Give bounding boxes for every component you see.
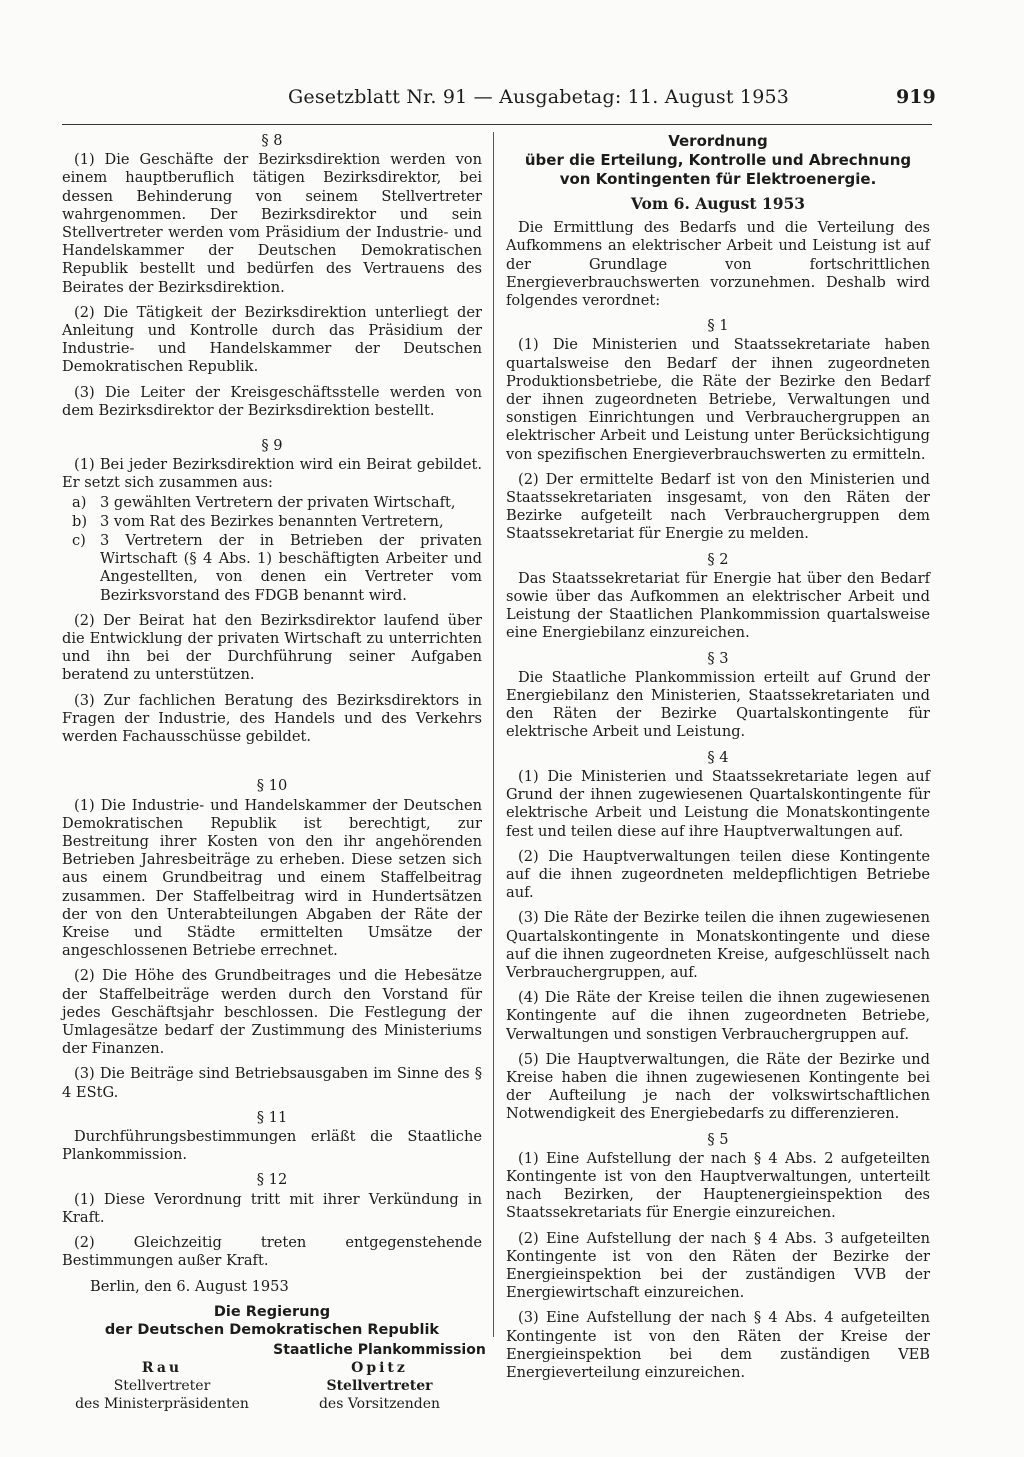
member-list xyxy=(62,494,482,605)
ordinance-date: Vom 6. August 1953 xyxy=(630,194,806,213)
paragraph: (1) Die Ministerien und Staatssekretariate legen auf Grund der ihnen zugewiesenen Quartalskontingente für elektrische Arbeit und Leistung die Monatskontingente fest und teilen diese auf ihre Hauptverwaltungen auf. xyxy=(506,767,930,840)
paragraph: (1) Bei jeder Bezirksdirektion wird ein Beirat gebildet. Er setzt sich zusammen aus: xyxy=(62,456,482,492)
list-item xyxy=(62,532,482,605)
government-line-2: der Deutschen Demokratischen Republik xyxy=(104,1321,440,1338)
paragraph: (1) Eine Aufstellung der nach § 4 Abs. 2 aufgeteilten Kontingente ist von den Hauptverwaltungen, unterteilt nach Bezirken, der Hauptenergieinspektion des Staatssekretariats für Energie einzureichen. xyxy=(506,1149,930,1222)
ordinance-title-line-1: Verordnung xyxy=(668,132,768,150)
section-heading: § 3 xyxy=(707,649,729,667)
section-11 xyxy=(62,1109,482,1165)
section-1 xyxy=(506,317,930,543)
gazette-title: Gesetzblatt Nr. 91 — Ausgabetag: 11. August 1953 xyxy=(288,86,790,108)
section-heading: § 9 xyxy=(261,437,283,455)
paragraph: (3) Eine Aufstellung der nach § 4 Abs. 4 aufgeteilten Kontingente ist von den Räten der Kreise der Energieinspektion bei dem zuständigen VEB Energieverteilung einzureichen. xyxy=(506,1309,930,1381)
paragraph: (3) Die Räte der Bezirke teilen die ihnen zugewiesenen Quartalskontingente in Monatskontingente und diese auf die ihnen zugeordneten Kreise, aufgeschlüsselt nach Verbrauchergruppen, auf. xyxy=(506,909,930,981)
right-column xyxy=(506,132,930,1389)
paragraph: (2) Die Hauptverwaltungen teilen diese Kontingente auf die ihnen zugeordneten meldepflichtigen Betriebe auf. xyxy=(506,847,930,902)
signatory-name: Opitz xyxy=(351,1359,408,1376)
paragraph: (3) Die Leiter der Kreisgeschäftsstelle werden von dem Bezirksdirektor der Bezirksdirektion bestellt. xyxy=(62,383,482,419)
list-item xyxy=(62,513,482,531)
paragraph: Das Staatssekretariat für Energie hat über den Bedarf sowie über das Aufkommen an elektrischer Arbeit und Leistung der Staatlichen Plankommission quartalsweise eine Energiebilanz einzureichen. xyxy=(506,569,930,642)
signatory-title: des Ministerpräsidenten xyxy=(75,1395,249,1412)
ordinance-title-line-3: von Kontingenten für Elektroenergie. xyxy=(559,170,877,188)
signatory-title: des Vorsitzenden xyxy=(318,1395,441,1412)
section-8 xyxy=(62,132,482,420)
signatories xyxy=(62,1341,486,1412)
list-item-text: 3 Vertretern der in Betrieben der privaten Wirtschaft (§ 4 Abs. 1) beschäftigten Arbeiter und Angestellten, von denen ein Vertreter vom Bezirksvorstand des FDGB benannt wird. xyxy=(100,532,482,604)
section-heading: § 2 xyxy=(707,550,729,568)
section-heading: § 5 xyxy=(707,1130,729,1148)
section-heading: § 4 xyxy=(707,748,729,766)
section-3 xyxy=(506,650,930,742)
page-number: 919 xyxy=(896,86,936,108)
section-heading: § 10 xyxy=(256,777,288,795)
list-item-label: b) xyxy=(72,512,88,530)
spacer xyxy=(62,753,482,777)
paragraph: (2) Der ermittelte Bedarf ist von den Ministerien und Staatssekretariaten insgesamt, von den Räten der Bezirke aufgeteilt nach Verbrauchergruppen dem Staatssekretariat für Energie zu melden. xyxy=(506,470,930,543)
signatory-right xyxy=(267,1341,492,1413)
list-item xyxy=(62,494,482,512)
paragraph: (2) Die Tätigkeit der Bezirksdirektion unterliegt der Anleitung und Kontrolle durch das Präsidium der Industrie- und Handelskammer der Deutschen Demokratischen Republik. xyxy=(62,303,482,376)
left-column xyxy=(62,132,486,1412)
paragraph: (1) Die Ministerien und Staatssekretariate haben quartalsweise den Bedarf der ihnen zugeordneten Produktionsbetriebe, die Räte der Bezirke den Bedarf der ihnen zugeordneten Betriebe, Verwaltungen und sonstigen Einrichtungen und Verbrauchergruppen an elektrischer Arbeit und Leistung unter Berücksichtigung von spezifischen Energieverbrauchswerten zu ermitteln. xyxy=(506,336,930,463)
ordinance-title-line-2: über die Erteilung, Kontrolle und Abrechnung xyxy=(524,151,912,169)
list-item-label: c) xyxy=(72,532,86,550)
paragraph: (2) Der Beirat hat den Bezirksdirektor laufend über die Entwicklung der privaten Wirtschaft zu unterrichten und ihn bei der Durchführung seiner Aufgaben beratend zu unterstützen. xyxy=(62,611,482,684)
list-item-text: 3 gewählten Vertretern der privaten Wirtschaft, xyxy=(100,493,456,511)
paragraph: (1) Die Industrie- und Handelskammer der Deutschen Demokratischen Republik ist berechtigt, zur Bestreitung ihrer Kosten von den ihr angehörenden Betrieben Jahresbeiträge zu erheben. Diese setzen sich aus einem Grundbeitrag und einem Staffelbeitrag zusammen. Der Staffelbeitrag wird in Hundertsätzen der von den Unterabteilungen Abgaben der Räte der Kreise und Städte ermittelten Umsätze der angeschlossenen Betriebe errechnet. xyxy=(62,796,482,960)
signatory-organization: Staatliche Plankommission xyxy=(273,1341,486,1358)
preamble: Die Ermittlung des Bedarfs und die Verteilung des Aufkommens an elektrischer Arbeit und Leistung ist auf der Grundlage von fortschrittlichen Energieverbrauchswerten vorzunehmen. Deshalb wird folgendes verordnet: xyxy=(506,219,930,310)
signatory-title: Stellvertreter xyxy=(113,1377,211,1394)
section-heading: § 8 xyxy=(261,132,283,149)
section-5 xyxy=(506,1131,930,1383)
government-line-1: Die Regierung xyxy=(213,1303,331,1320)
paragraph: (3) Zur fachlichen Beratung des Bezirksdirektors in Fragen der Industrie, des Handels und des Verkehrs werden Fachausschüsse gebildet. xyxy=(62,691,482,746)
spacer xyxy=(62,427,482,437)
paragraph: Die Staatliche Plankommission erteilt auf Grund der Energiebilanz den Ministerien, Staatssekretariaten und den Räten der Bezirke Quartalskontingente für elektrische Arbeit und Leistung. xyxy=(506,668,930,741)
paragraph: Durchführungsbestimmungen erläßt die Staatliche Plankommission. xyxy=(62,1127,482,1164)
paragraph: (3) Die Beiträge sind Betriebsausgaben im Sinne des § 4 EStG. xyxy=(62,1065,482,1101)
list-item-label: a) xyxy=(72,493,87,511)
paragraph: (4) Die Räte der Kreise teilen die ihnen zugewiesenen Kontingente auf die ihnen zugeordneten Betriebe, Verwaltungen und sonstigen Verbrauchergruppen auf. xyxy=(506,989,930,1043)
section-12 xyxy=(62,1171,482,1270)
column-divider xyxy=(493,132,494,1337)
signatory-title: Stellvertreter xyxy=(326,1377,433,1394)
section-heading: § 1 xyxy=(707,317,729,335)
paragraph: (5) Die Hauptverwaltungen, die Räte der Bezirke und Kreise haben die ihnen zugewiesenen Kontingente bei der Aufteilung je nach der volkswirtschaftlichen Notwendigkeit des Energiebedarfs zu differenzieren. xyxy=(506,1050,930,1123)
list-item-text: 3 vom Rat des Bezirkes benannten Vertretern, xyxy=(100,512,444,530)
section-4 xyxy=(506,749,930,1124)
place-date: Berlin, den 6. August 1953 xyxy=(90,1278,289,1296)
signature-block xyxy=(62,1278,486,1412)
paragraph: (1) Diese Verordnung tritt mit ihrer Verkündung in Kraft. xyxy=(62,1190,482,1226)
ordinance-title xyxy=(506,132,930,213)
header-rule xyxy=(62,124,932,125)
section-heading: § 11 xyxy=(256,1108,288,1126)
signatory-name: Rau xyxy=(141,1359,183,1376)
section-10 xyxy=(62,777,482,1101)
section-heading: § 12 xyxy=(256,1171,288,1189)
page-header xyxy=(0,86,1024,122)
section-9 xyxy=(62,437,482,746)
paragraph: (1) Die Geschäfte der Bezirksdirektion werden von einem hauptberuflich tätigen Bezirksdirektor, bei dessen Behinderung von seinem Stellvertreter wahrgenommen. Der Bezirksdirektor und sein Stellvertreter werden vom Präsidium der Industrie- und Handelskammer der Deutschen Demokratischen Republik bestellt und bedürfen des Vertrauens des Beirates der Bezirksdirektion. xyxy=(62,151,482,296)
paragraph: (2) Gleichzeitig treten entgegenstehende Bestimmungen außer Kraft. xyxy=(62,1233,482,1270)
signatory-left xyxy=(62,1359,262,1413)
paragraph: (2) Eine Aufstellung der nach § 4 Abs. 3 aufgeteilten Kontingente ist von den Räten der Bezirke der Energieinspektion bei der zuständigen VVB der Energiewirtschaft einzureichen. xyxy=(506,1229,930,1302)
section-2 xyxy=(506,551,930,643)
paragraph: (2) Die Höhe des Grundbeitrages und die Hebesätze der Staffelbeiträge werden durch den Vorstand für jedes Geschäftsjahr beschlossen. Die Festlegung der Umlagesätze bedarf der Zustimmung des Ministeriums der Finanzen. xyxy=(62,967,482,1058)
